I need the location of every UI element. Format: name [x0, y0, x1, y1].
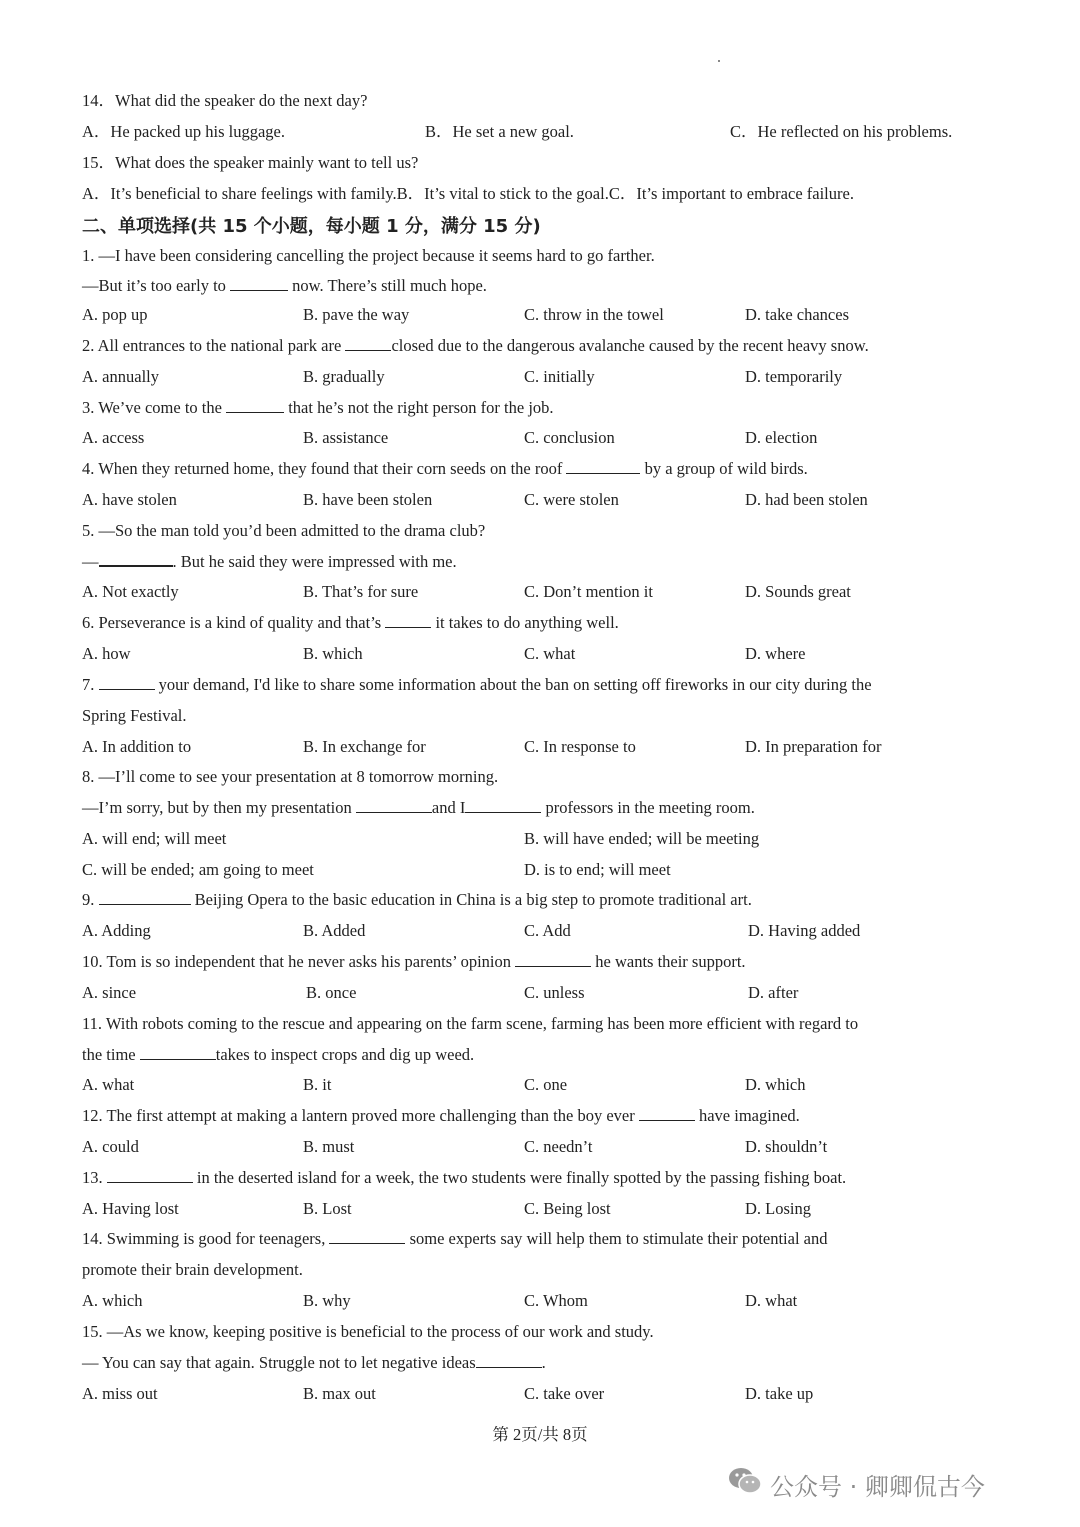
q9-option-c: C. Add: [524, 921, 571, 940]
q4-option-d: D. had been stolen: [745, 490, 868, 509]
q5-option-b: B. That’s for sure: [303, 582, 419, 601]
q12-option-a: A. could: [82, 1137, 139, 1156]
q7-stem: 7. your demand, I'd like to share some information about the ban on setting off fireworks in our city during the: [82, 675, 872, 694]
q12-stem: 12. The first attempt at making a lantern proved more challenging than the boy ever have imagined.: [82, 1106, 800, 1125]
q15-option-b: B. max out: [303, 1384, 376, 1403]
listening-q15-options: A．It’s beneficial to share feelings with family.B．It’s vital to stick to the goal.C．It’s important to embrace failure.: [82, 184, 854, 203]
q9-stem: 9. Beijing Opera to the basic education in China is a big step to promote traditional art.: [82, 890, 752, 909]
listening-q14-option-b: B．He set a new goal.: [425, 122, 574, 141]
q10-option-a: A. since: [82, 983, 137, 1002]
q11-option-a: A. what: [82, 1075, 135, 1094]
q1-stem: 1. —I have been considering cancelling the project because it seems hard to go farther.: [82, 246, 655, 265]
q13-option-a: A. Having lost: [82, 1199, 179, 1218]
q3-option-c: C. conclusion: [524, 428, 615, 447]
wechat-icon: [728, 1466, 770, 1502]
q6-option-c: C. what: [524, 644, 576, 663]
speck: [718, 60, 720, 62]
q15-option-c: C. take over: [524, 1384, 605, 1403]
q11-option-c: C. one: [524, 1075, 568, 1094]
q10-stem: 10. Tom is so independent that he never asks his parents’ opinion he wants their support.: [82, 952, 746, 971]
q2-option-b: B. gradually: [303, 367, 385, 386]
q1-option-b: B. pave the way: [303, 305, 410, 324]
q5-option-d: D. Sounds great: [745, 582, 851, 601]
q7-stem-cont: Spring Festival.: [82, 706, 187, 725]
q2-option-a: A. annually: [82, 367, 159, 386]
q3-option-b: B. assistance: [303, 428, 389, 447]
q13-option-d: D. Losing: [745, 1199, 811, 1218]
q14-option-d: D. what: [745, 1291, 798, 1310]
q12-option-c: C. needn’t: [524, 1137, 593, 1156]
q2-option-c: C. initially: [524, 367, 595, 386]
q12-option-d: D. shouldn’t: [745, 1137, 828, 1156]
q11-option-d: D. which: [745, 1075, 806, 1094]
q15-option-a: A. miss out: [82, 1384, 158, 1403]
q10-option-d: D. after: [748, 983, 799, 1002]
q15-option-d: D. take up: [745, 1384, 814, 1403]
q8-option-b: B. will have ended; will be meeting: [524, 829, 760, 848]
q9-option-a: A. Adding: [82, 921, 151, 940]
listening-q14: 14．What did the speaker do the next day?: [82, 91, 368, 110]
q5-option-a: A. Not exactly: [82, 582, 179, 601]
q2-option-d: D. temporarily: [745, 367, 843, 386]
q11-option-b: B. it: [303, 1075, 332, 1094]
q14-stem: 14. Swimming is good for teenagers, some experts say will help them to stimulate their potential and: [82, 1229, 828, 1248]
q4-option-a: A. have stolen: [82, 490, 177, 509]
q5-reply: — . But he said they were impressed with me.: [82, 552, 457, 571]
q6-option-b: B. which: [303, 644, 363, 663]
q3-option-a: A. access: [82, 428, 145, 447]
q14-stem-cont: promote their brain development.: [82, 1260, 303, 1279]
q8-option-a: A. will end; will meet: [82, 829, 227, 848]
q7-option-a: A. In addition to: [82, 737, 192, 756]
q13-option-b: B. Lost: [303, 1199, 352, 1218]
q13-stem: 13. in the deserted island for a week, the two students were finally spotted by the passing fishing boat.: [82, 1168, 847, 1187]
q5-stem: 5. —So the man told you’d been admitted to the drama club?: [82, 521, 486, 540]
q8-option-d: D. is to end; will meet: [524, 860, 671, 879]
q2-stem: 2. All entrances to the national park are closed due to the dangerous avalanche caused by the recent heavy snow.: [82, 336, 869, 355]
q8-reply: —I’m sorry, but by then my presentation and I professors in the meeting room.: [82, 798, 755, 817]
q15-stem: 15. —As we know, keeping positive is beneficial to the process of our work and study.: [82, 1322, 654, 1341]
q15-reply: — You can say that again. Struggle not to let negative ideas .: [82, 1353, 546, 1372]
q1-option-c: C. throw in the towel: [524, 305, 664, 324]
q13-option-c: C. Being lost: [524, 1199, 611, 1218]
q10-option-b: B. once: [306, 983, 357, 1002]
q8-option-c: C. will be ended; am going to meet: [82, 860, 314, 879]
q3-option-d: D. election: [745, 428, 818, 447]
q4-option-c: C. were stolen: [524, 490, 619, 509]
q12-option-b: B. must: [303, 1137, 355, 1156]
q11-stem-cont: the time takes to inspect crops and dig up weed.: [82, 1045, 475, 1064]
listening-q15: 15．What does the speaker mainly want to tell us?: [82, 153, 419, 172]
q7-option-c: C. In response to: [524, 737, 636, 756]
watermark-text: 公众号 · 卿卿侃古今: [770, 1472, 985, 1501]
q14-option-c: C. Whom: [524, 1291, 588, 1310]
q7-option-b: B. In exchange for: [303, 737, 426, 756]
q9-option-d: D. Having added: [748, 921, 861, 940]
watermark: [728, 1466, 985, 1502]
q4-option-b: B. have been stolen: [303, 490, 433, 509]
page-footer: 第 2页/共 8页: [492, 1425, 588, 1444]
q5-option-c: C. Don’t mention it: [524, 582, 653, 601]
q1-option-a: A. pop up: [82, 305, 148, 324]
q14-option-a: A. which: [82, 1291, 143, 1310]
q6-option-a: A. how: [82, 644, 131, 663]
q8-stem: 8. —I’ll come to see your presentation at 8 tomorrow morning.: [82, 767, 499, 786]
listening-q14-option-a: A．He packed up his luggage.: [82, 122, 285, 141]
q7-option-d: D. In preparation for: [745, 737, 882, 756]
section-title: 二、单项选择(共 15 个小题，每小题 1 分，满分 15 分): [82, 216, 541, 237]
q1-option-d: D. take chances: [745, 305, 849, 324]
q3-stem: 3. We’ve come to the that he’s not the right person for the job.: [82, 398, 554, 417]
q1-reply: —But it’s too early to now. There’s still much hope.: [82, 276, 487, 295]
q6-stem: 6. Perseverance is a kind of quality and that’s it takes to do anything well.: [82, 613, 619, 632]
q6-option-d: D. where: [745, 644, 806, 663]
q9-option-b: B. Added: [303, 921, 366, 940]
listening-q14-option-c: C．He reflected on his problems.: [730, 122, 953, 141]
q11-stem: 11. With robots coming to the rescue and appearing on the farm scene, farming has been more efficient with regard to: [82, 1014, 859, 1033]
q14-option-b: B. why: [303, 1291, 351, 1310]
q4-stem: 4. When they returned home, they found that their corn seeds on the roof by a group of wild birds.: [82, 459, 808, 478]
q10-option-c: C. unless: [524, 983, 585, 1002]
